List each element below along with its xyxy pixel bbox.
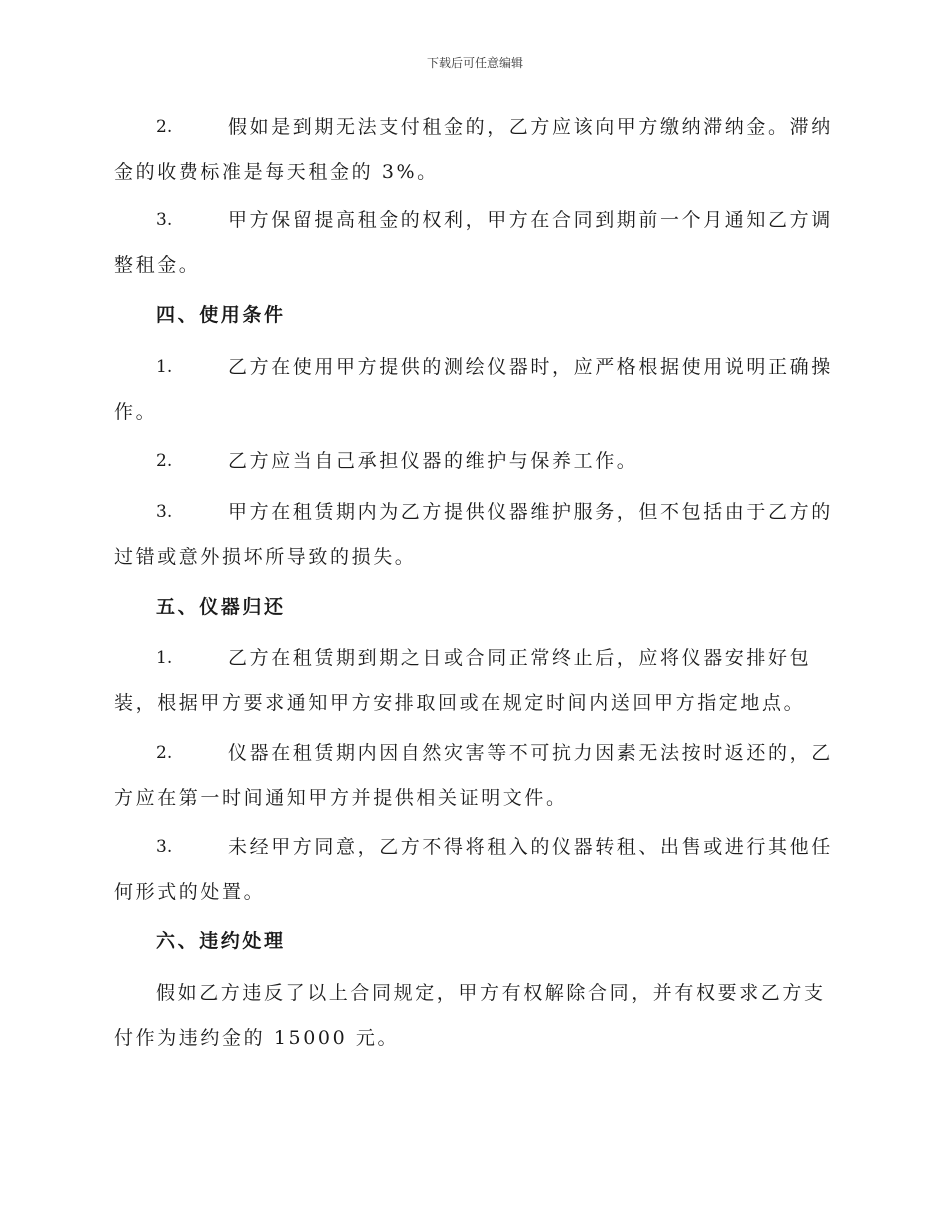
clause-use-1 <box>114 345 834 435</box>
clause-text-line: 甲方保留提高租金的权利，甲方在合同到期前一个月通知乙方调 <box>228 209 833 231</box>
clause-text-line: 过错或意外损坏所导致的损失。 <box>114 546 417 568</box>
clause-number: 2. <box>156 451 173 471</box>
clause-text-line: 假如是到期无法支付租金的，乙方应该向甲方缴纳滞纳金。滞纳 <box>228 116 833 138</box>
section-heading-use-conditions: 四、使用条件 <box>156 304 286 326</box>
clause-text-line: 何形式的处置。 <box>114 881 266 903</box>
clause-number: 2. <box>156 117 173 137</box>
clause-number: 3. <box>156 210 173 230</box>
clause-number: 2. <box>156 743 173 763</box>
section-heading-breach: 六、违约处理 <box>156 930 286 952</box>
clause-return-2 <box>114 731 834 821</box>
clause-text-line: 整租金。 <box>114 254 201 276</box>
page-header: 下载后可任意编辑 <box>426 56 523 70</box>
clause-text-line: 装，根据甲方要求通知甲方安排取回或在规定时间内送回甲方指定地点。 <box>114 692 806 714</box>
clause-text-line: 甲方在租赁期内为乙方提供仪器维护服务，但不包括由于乙方的 <box>228 501 833 523</box>
clause-use-3 <box>114 490 834 580</box>
clause-text-line: 乙方在租赁期到期之日或合同正常终止后，应将仪器安排好包 <box>228 647 812 669</box>
clause-text-line: 乙方应当自己承担仪器的维护与保养工作。 <box>228 450 639 472</box>
paragraph-breach <box>114 971 834 1061</box>
clause-text-line: 金的收费标准是每天租金的 3%。 <box>114 161 439 183</box>
section-heading-instrument-return: 五、仪器归还 <box>156 596 286 618</box>
clause-text-line: 方应在第一时间通知甲方并提供相关证明文件。 <box>114 787 568 809</box>
clause-text-line: 乙方在使用甲方提供的测绘仪器时，应严格根据使用说明正确操 <box>228 356 833 378</box>
clause-number: 1. <box>156 357 173 377</box>
clause-rent-2 <box>114 105 834 195</box>
clause-text-line: 未经甲方同意，乙方不得将租入的仪器转租、出售或进行其他任 <box>228 836 833 858</box>
clause-number: 1. <box>156 648 173 668</box>
paragraph-text-line: 假如乙方违反了以上合同规定，甲方有权解除合同，并有权要求乙方支 <box>156 982 826 1004</box>
clause-text-line: 仪器在租赁期内因自然灾害等不可抗力因素无法按时返还的，乙 <box>228 742 833 764</box>
clause-use-2 <box>114 439 834 484</box>
paragraph-text-line: 付作为违约金的 15000 元。 <box>114 1027 400 1049</box>
clause-text-line: 作。 <box>114 401 158 423</box>
clause-number: 3. <box>156 837 173 857</box>
clause-rent-3 <box>114 198 834 288</box>
clause-number: 3. <box>156 502 173 522</box>
clause-return-3 <box>114 825 834 915</box>
clause-return-1 <box>114 636 834 726</box>
